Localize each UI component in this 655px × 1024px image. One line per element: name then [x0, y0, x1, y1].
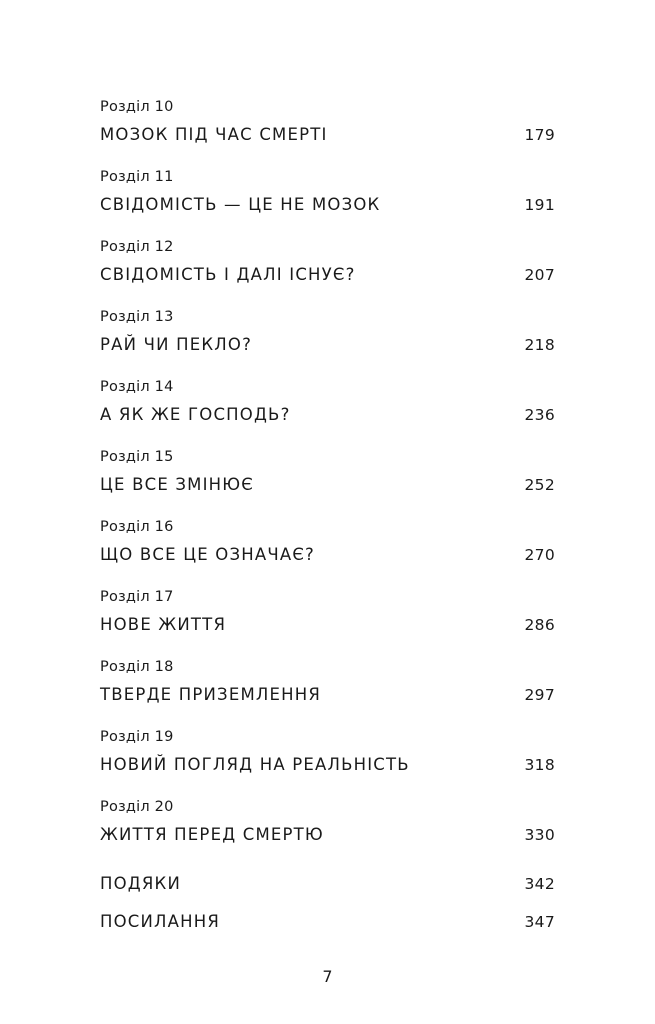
page-number: 7 [322, 967, 333, 986]
chapter-title: А ЯК ЖЕ ГОСПОДЬ? [100, 405, 291, 424]
chapter-label: Розділ 19 [100, 729, 174, 745]
chapter-label: Розділ 17 [100, 589, 174, 605]
chapter-page-number: 318 [524, 756, 555, 774]
chapter-title: НОВЕ ЖИТТЯ [100, 615, 227, 634]
chapter-label: Розділ 16 [100, 519, 174, 535]
chapter-title: ЦЕ ВСЕ ЗМІНЮЄ [100, 475, 255, 494]
chapter-title: РАЙ ЧИ ПЕКЛО? [100, 335, 253, 354]
chapter-label: Розділ 15 [100, 449, 174, 465]
chapter-label: Розділ 20 [100, 799, 174, 815]
chapter-page-number: 218 [524, 336, 555, 354]
chapter-label: Розділ 12 [100, 239, 174, 255]
toc-entry-chapter-10[interactable] [100, 94, 555, 164]
chapter-title: СВІДОМІСТЬ — ЦЕ НЕ МОЗОК [100, 195, 381, 214]
toc-entry-references[interactable] [100, 912, 555, 950]
toc-entry-chapter-19[interactable] [100, 724, 555, 794]
toc-entry-chapter-14[interactable] [100, 374, 555, 444]
chapter-label: Розділ 10 [100, 99, 174, 115]
back-matter-page-number: 347 [524, 913, 555, 931]
toc-entry-chapter-13[interactable] [100, 304, 555, 374]
toc-entry-chapter-11[interactable] [100, 164, 555, 234]
back-matter-title: ПОСИЛАННЯ [100, 912, 221, 931]
back-matter-title: ПОДЯКИ [100, 874, 182, 893]
chapter-title: ТВЕРДЕ ПРИЗЕМЛЕННЯ [100, 685, 321, 704]
toc-entry-chapter-20[interactable] [100, 794, 555, 874]
chapter-page-number: 207 [524, 266, 555, 284]
chapter-label: Розділ 13 [100, 309, 174, 325]
chapter-page-number: 286 [524, 616, 555, 634]
chapter-page-number: 330 [524, 826, 555, 844]
chapter-title: СВІДОМІСТЬ І ДАЛІ ІСНУЄ? [100, 265, 356, 284]
toc-entry-chapter-18[interactable] [100, 654, 555, 724]
toc-entry-chapter-17[interactable] [100, 584, 555, 654]
toc-entry-acknowledgements[interactable] [100, 874, 555, 912]
chapter-title: ЖИТТЯ ПЕРЕД СМЕРТЮ [100, 825, 324, 844]
toc-entry-chapter-12[interactable] [100, 234, 555, 304]
toc-entry-chapter-15[interactable] [100, 444, 555, 514]
chapter-page-number: 297 [524, 686, 555, 704]
table-of-contents [100, 94, 555, 950]
chapter-label: Розділ 14 [100, 379, 174, 395]
chapter-page-number: 236 [524, 406, 555, 424]
chapter-page-number: 252 [524, 476, 555, 494]
chapter-page-number: 270 [524, 546, 555, 564]
back-matter-page-number: 342 [524, 875, 555, 893]
toc-entry-chapter-16[interactable] [100, 514, 555, 584]
chapter-title: МОЗОК ПІД ЧАС СМЕРТІ [100, 125, 328, 144]
chapter-page-number: 191 [524, 196, 555, 214]
chapter-title: ЩО ВСЕ ЦЕ ОЗНАЧАЄ? [100, 545, 316, 564]
chapter-page-number: 179 [524, 126, 555, 144]
chapter-title: НОВИЙ ПОГЛЯД НА РЕАЛЬНІСТЬ [100, 755, 410, 774]
chapter-label: Розділ 18 [100, 659, 174, 675]
chapter-label: Розділ 11 [100, 169, 174, 185]
